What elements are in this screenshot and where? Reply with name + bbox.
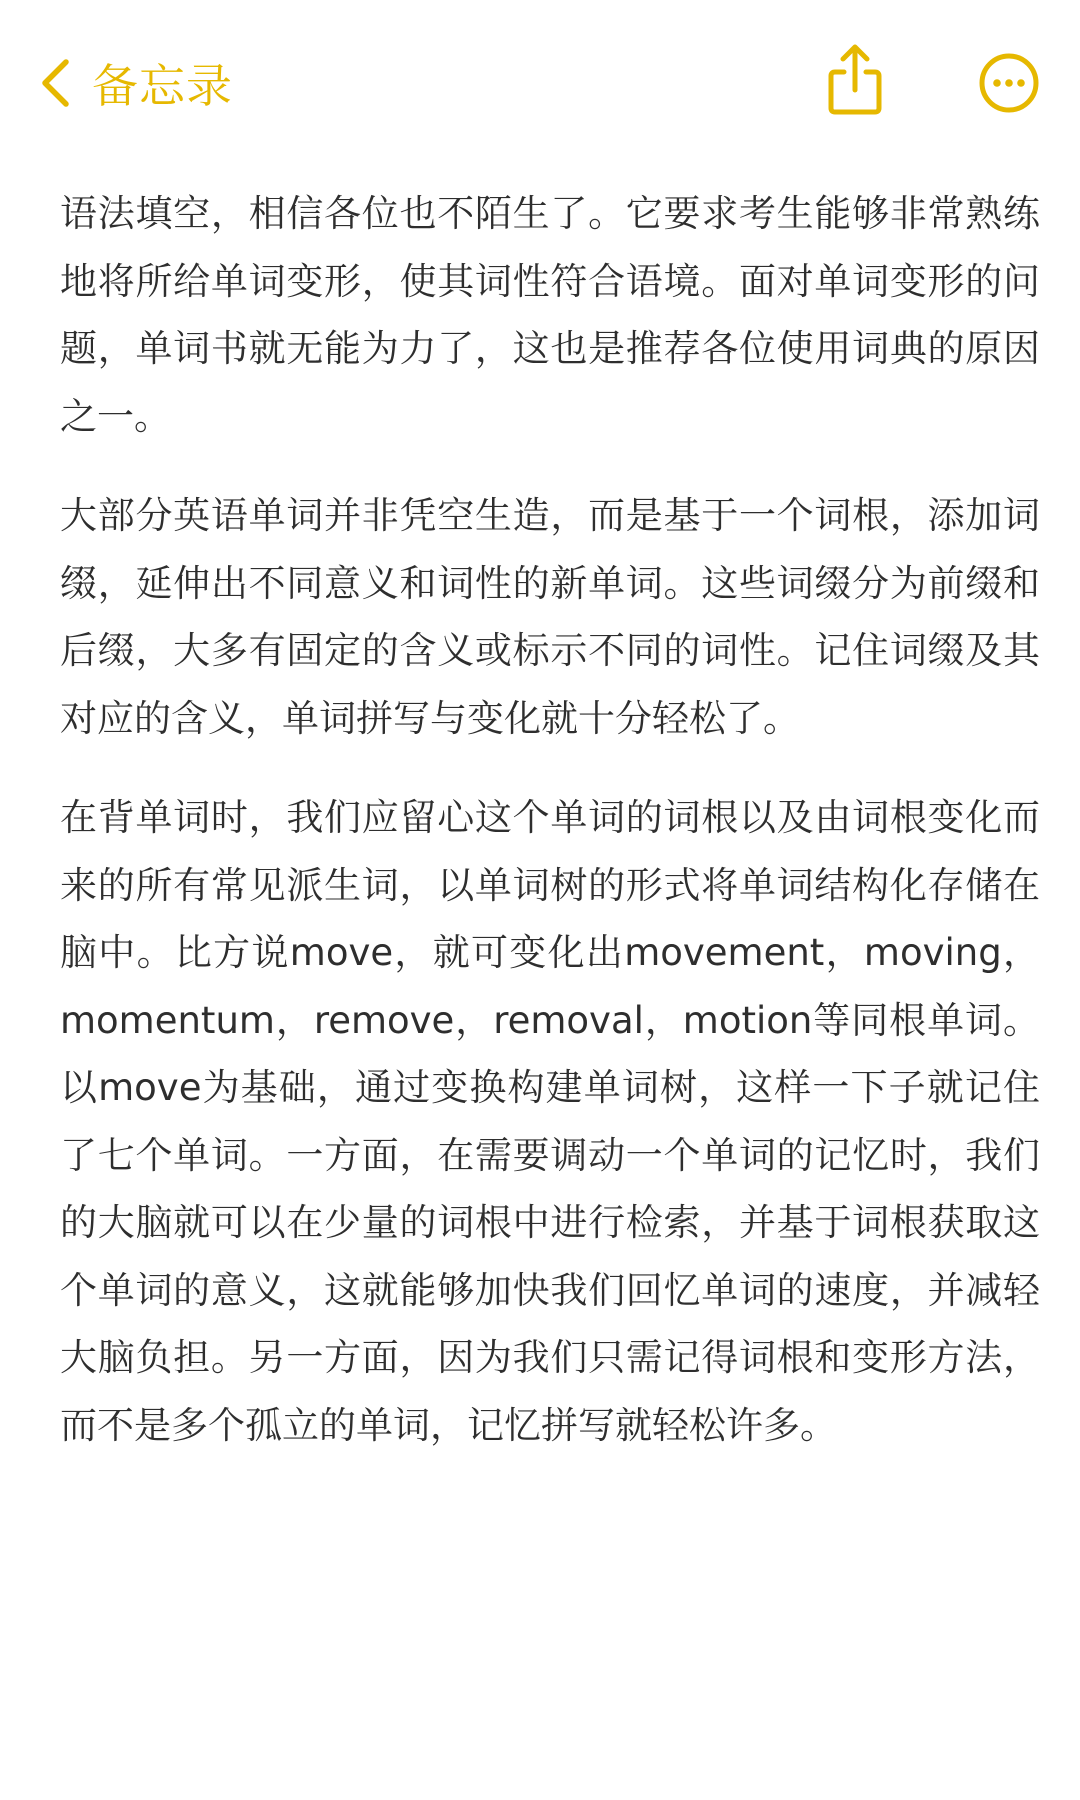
share-icon — [825, 102, 885, 121]
note-paragraph: 在背单词时，我们应留心这个单词的词根以及由词根变化而来的所有常见派生词，以单词树的形式将单词结构化存储在脑中。比方说move，就可变化出movement，moving，momentum，remove，removal，motion等同根单词。以move为基础，通过变换构建单词树，这样一下子就记住了七个单词。一方面，在需要调动一个单词的记忆时，我们的大脑就可以在少量的词根中进行检索，并基于词根获取这个单词的意义，这就能够加快我们回忆单词的速度，并减轻大脑负担。另一方面，因为我们只需记得词根和变形方法，而不是多个孤立的单词，记忆拼写就轻松许多。 — [60, 796, 1040, 1447]
note-paragraph: 语法填空，相信各位也不陌生了。它要求考生能够非常熟练地将所给单词变形，使其词性符合语境。面对单词变形的问题，单词书就无能为力了，这也是推荐各位使用词典的原因之一。 — [60, 192, 1040, 438]
note-body[interactable] — [60, 180, 1040, 1491]
more-button[interactable] — [978, 52, 1040, 114]
share-button[interactable] — [825, 42, 885, 117]
navigation-bar — [0, 0, 1080, 170]
back-label: 备忘录 — [92, 59, 233, 113]
ellipsis-circle-icon — [978, 99, 1040, 118]
chevron-left-icon — [40, 58, 70, 108]
note-paragraph: 大部分英语单词并非凭空生造，而是基于一个词根，添加词缀，延伸出不同意义和词性的新单词。这些词缀分为前缀和后缀，大多有固定的含义或标示不同的词性。记住词缀及其对应的含义，单词拼写与变化就十分轻松了。 — [60, 494, 1040, 740]
back-button[interactable] — [40, 48, 233, 118]
